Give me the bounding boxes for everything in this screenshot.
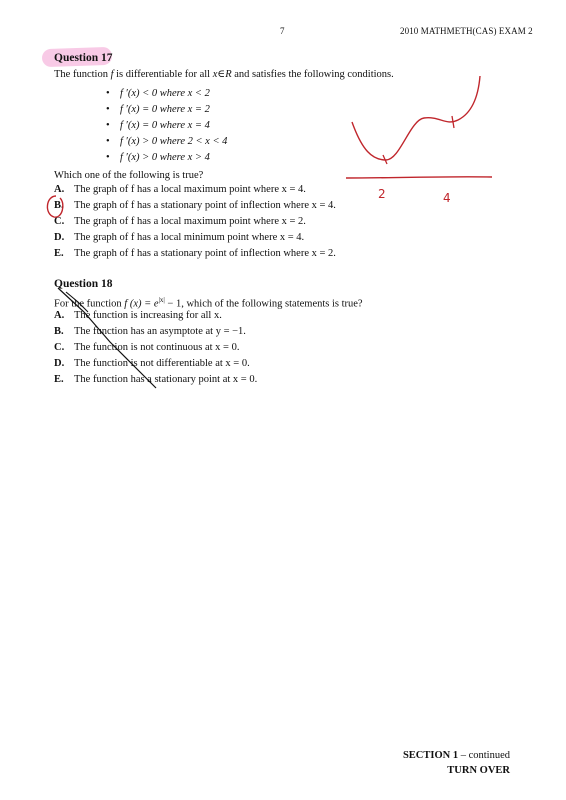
tick-at-4 — [452, 116, 454, 128]
option-text: The graph of f has a local maximum point where x = 4. — [74, 184, 306, 195]
option-letter: D. — [54, 232, 65, 243]
option-text: The function has an asymptote at y = −1. — [74, 326, 246, 337]
stem-text-2: is differentiable for all — [113, 69, 213, 80]
question-17-prompt: Which one of the following is true? — [54, 170, 204, 181]
option-letter: B. — [54, 200, 64, 211]
q17-option-c[interactable] — [54, 216, 306, 227]
footer-section-label: SECTION 1 — [402, 750, 459, 761]
option-letter: A. — [54, 184, 65, 195]
bullet-icon: • — [106, 88, 110, 99]
tick-at-2 — [383, 155, 387, 164]
option-letter: C. — [54, 216, 65, 227]
question-18-heading: Question 18 — [54, 278, 113, 290]
q17-option-b[interactable] — [54, 200, 336, 211]
page-number: 7 — [280, 26, 285, 36]
sketch-label-2: 2 — [378, 187, 386, 201]
q18-option-d[interactable] — [54, 358, 250, 369]
q17-option-d[interactable] — [54, 232, 304, 243]
stem-function-f: f — [110, 69, 114, 80]
option-text: The graph of f has a local minimum point where x = 4. — [74, 232, 305, 243]
bullet-icon: • — [106, 136, 110, 147]
stem-text-3: and satisfies the following conditions. — [231, 69, 394, 80]
question-17-heading: Question 17 — [54, 52, 113, 64]
footer-turn-over: TURN OVER — [447, 765, 510, 776]
q18-function-expression: f (x) = e — [124, 298, 159, 310]
option-letter: A. — [54, 310, 65, 321]
option-text: The function is not differentiable at x = 0. — [74, 358, 250, 369]
q18-stem-text-2: − 1, which of the following statements is true? — [164, 298, 363, 310]
condition-2: • f ′(x) = 0 where x = 2 — [106, 104, 210, 115]
condition-3: • f ′(x) = 0 where x = 4 — [106, 120, 210, 131]
option-letter: D. — [54, 358, 65, 369]
curve-sketch — [352, 76, 480, 160]
q17-option-a[interactable] — [54, 184, 306, 195]
stem-element-of: ∈ — [217, 69, 226, 80]
q18-option-a[interactable] — [54, 310, 222, 321]
bullet-icon: • — [106, 152, 110, 163]
q18-option-e[interactable] — [54, 374, 257, 385]
stem-set-r: R — [225, 69, 232, 80]
bullet-icon: • — [106, 120, 110, 131]
option-text: The graph of f has a stationary point of inflection where x = 4. — [74, 200, 336, 211]
condition-4: • f ′(x) > 0 where 2 < x < 4 — [106, 136, 228, 147]
q18-option-b[interactable] — [54, 326, 246, 337]
option-text: The function is not continuous at x = 0. — [74, 342, 240, 353]
option-letter: C. — [54, 342, 65, 353]
footer-continued: – continued — [458, 750, 510, 761]
option-text: The graph of f has a stationary point of inflection where x = 2. — [74, 248, 336, 259]
option-text: The function is increasing for all x. — [74, 310, 222, 321]
condition-1: • f ′(x) < 0 where x < 2 — [106, 88, 210, 99]
option-letter: E. — [54, 374, 64, 385]
question-17-stem — [54, 68, 394, 80]
option-letter: E. — [54, 248, 64, 259]
footer-section — [403, 750, 510, 761]
sketch-label-4: 4 — [443, 191, 451, 205]
sketch-axis — [346, 177, 492, 178]
q18-exponent: |x| — [158, 296, 165, 304]
exam-title: 2010 MATHMETH(CAS) EXAM 2 — [400, 26, 533, 36]
question-18-stem — [54, 296, 363, 310]
option-text: The graph of f has a local maximum point where x = 2. — [74, 216, 306, 227]
option-letter: B. — [54, 326, 64, 337]
stem-text-1: The function — [54, 69, 111, 80]
option-text: The function has a stationary point at x = 0. — [74, 374, 258, 385]
bullet-icon: • — [106, 104, 110, 115]
condition-5: • f ′(x) > 0 where x > 4 — [106, 152, 210, 163]
stem-variable-x: x — [212, 69, 218, 80]
q18-stem-text-1: For the function — [54, 298, 125, 310]
q18-option-c[interactable] — [54, 342, 239, 353]
q17-option-e[interactable] — [54, 248, 336, 259]
